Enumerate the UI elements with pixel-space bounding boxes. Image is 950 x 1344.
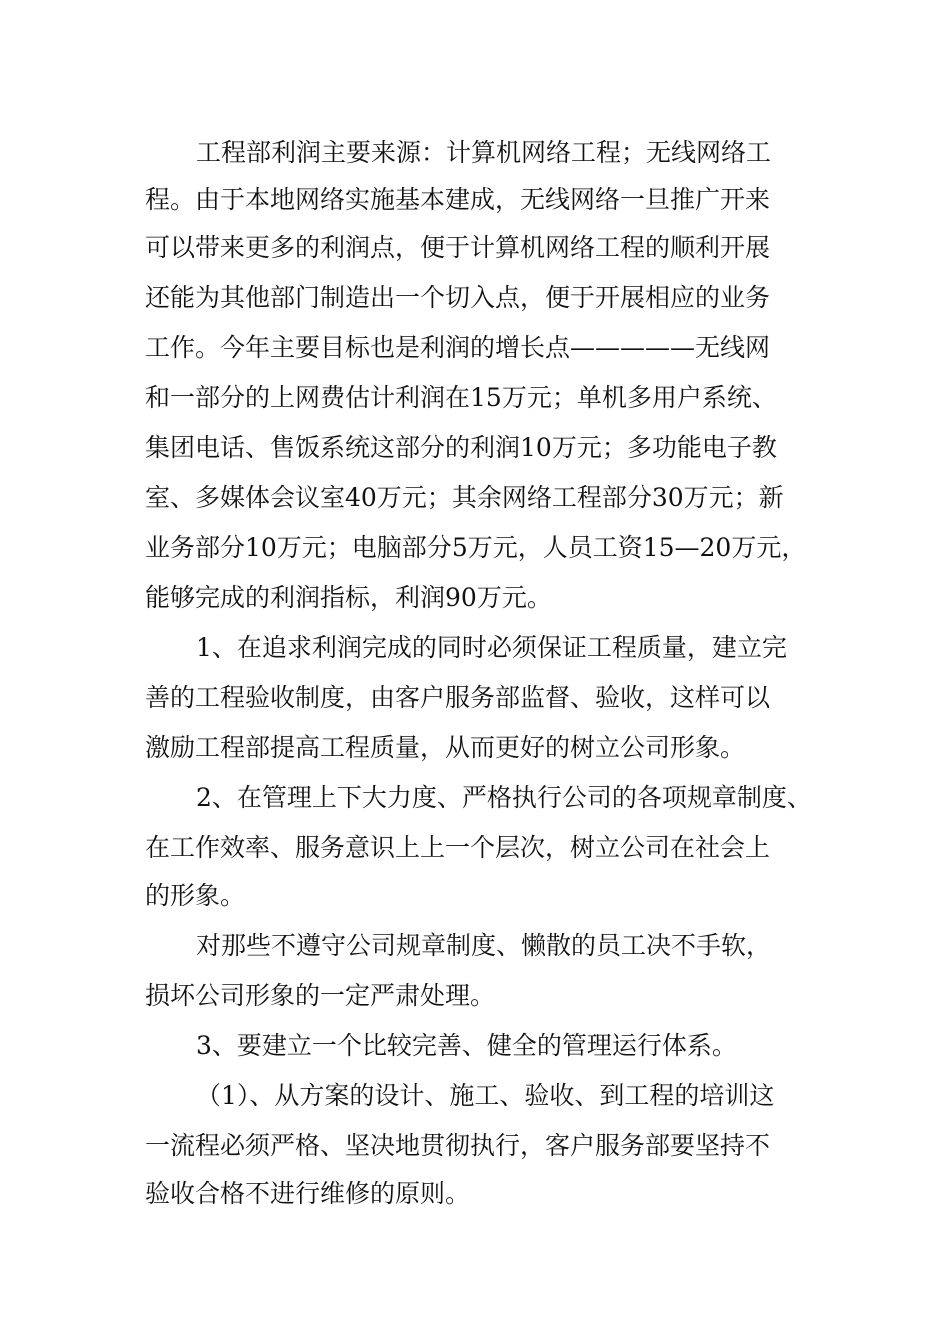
text-line: 程。由于本地网络实施基本建成，无线网络一旦推广开来 [145, 185, 771, 214]
text-line: 可以带来更多的利润点，便于计算机网络工程的顺利开展 [145, 233, 771, 262]
text-line: 还能为其他部门制造出一个切入点，便于开展相应的业务 [145, 283, 771, 312]
text-line: 集团电话、售饭系统这部分的利润10万元；多功能电子教 [145, 433, 777, 462]
text-line: 业务部分10万元；电脑部分5万元，人员工资15—20万元， [145, 533, 807, 562]
text-line: 和一部分的上网费估计利润在15万元；单机多用户系统、 [145, 383, 777, 412]
text-line: 损坏公司形象的一定严肃处理。 [145, 981, 496, 1010]
text-line: 对那些不遵守公司规章制度、懒散的员工决不手软， [196, 931, 772, 960]
text-line: 1、在追求利润完成的同时必须保证工程质量，建立完 [196, 633, 787, 662]
text-line: 的形象。 [145, 881, 246, 910]
text-line: 在工作效率、服务意识上上一个层次，树立公司在社会上 [145, 833, 771, 862]
text-line: 工作。今年主要目标也是利润的增长点—————无线网 [145, 333, 771, 362]
text-line: 激励工程部提高工程质量，从而更好的树立公司形象。 [145, 733, 746, 762]
text-line: 验收合格不进行维修的原则。 [145, 1179, 471, 1208]
text-line: 室、多媒体会议室40万元；其余网络工程部分30万元；新 [145, 483, 784, 512]
text-line: 2、在管理上下大力度、严格执行公司的各项规章制度、 [196, 783, 812, 812]
text-line: （1）、从方案的设计、施工、验收、到工程的培训这 [196, 1081, 775, 1110]
text-line: 能够完成的利润指标，利润90万元。 [145, 583, 552, 612]
text-line: 3、要建立一个比较完善、健全的管理运行体系。 [196, 1031, 737, 1060]
text-line: 工程部利润主要来源：计算机网络工程；无线网络工 [196, 138, 772, 167]
text-line: 善的工程验收制度，由客户服务部监督、验收，这样可以 [145, 683, 771, 712]
text-line: 一流程必须严格、坚决地贯彻执行，客户服务部要坚持不 [145, 1131, 771, 1160]
